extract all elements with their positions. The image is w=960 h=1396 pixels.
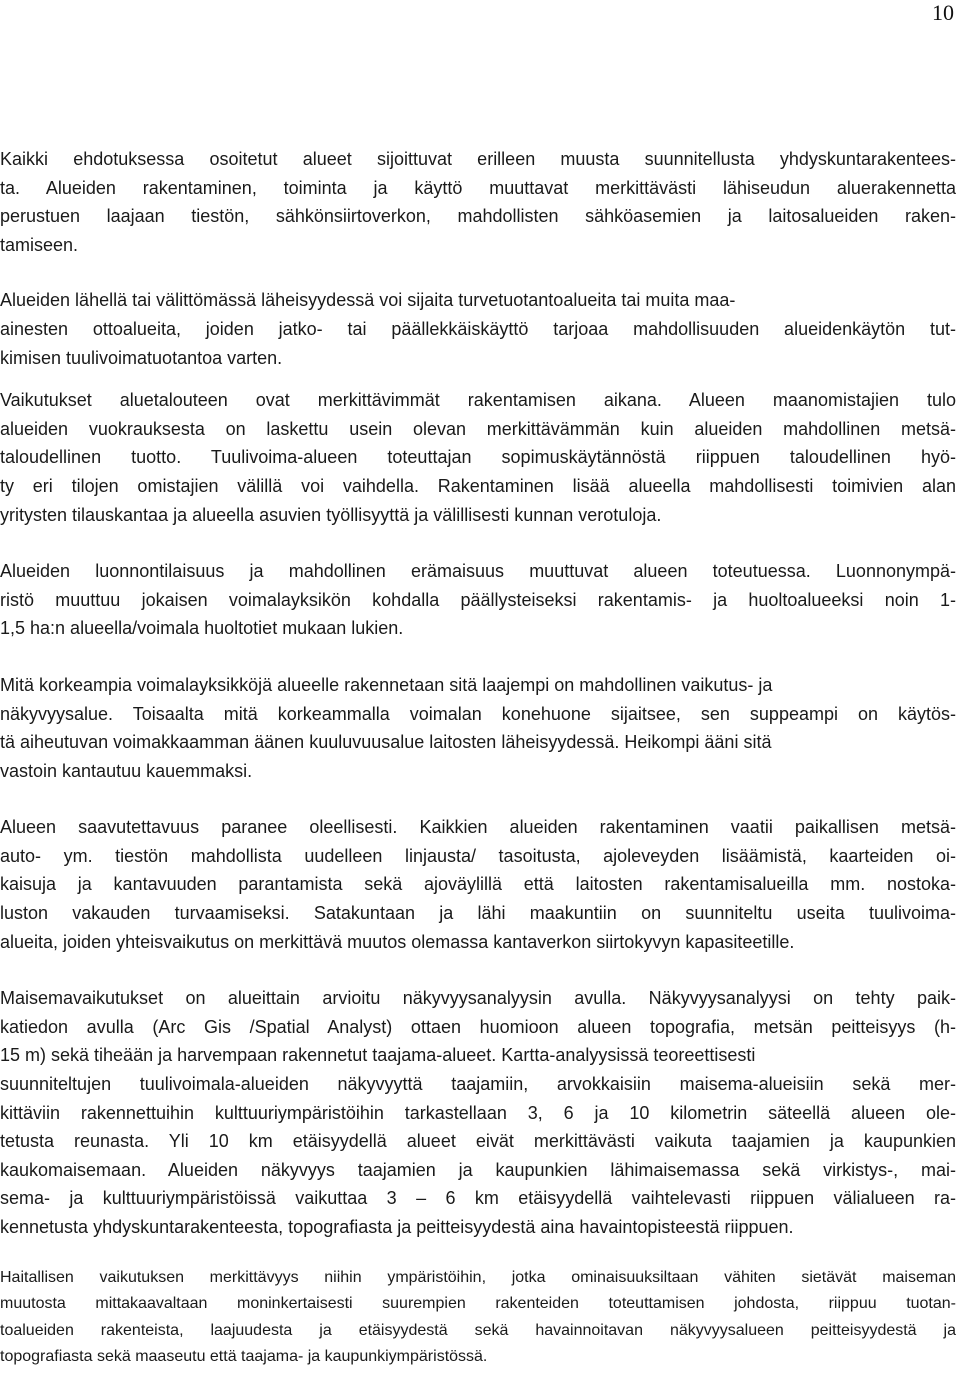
- text-line: ty eri tilojen omistajien välillä voi vaihdella. Rakentaminen lisää alueella mahdollisesti toimivien alan: [0, 475, 956, 496]
- text-line: topografiasta sekä maaseutu että taajama- ja kaupunkiympäristössä.: [0, 1348, 488, 1366]
- text-line: näkyvyysalue. Toisaalta mitä korkeammalla voimalan konehuone sijaitsee, sen suppeampi on käytös-: [0, 703, 956, 724]
- text-line: vastoin kantautuu kauemmaksi.: [0, 760, 253, 781]
- text-line: Haitallisen vaikutuksen merkittävyys niihin ympäristöihin, jotka ominaisuuksiltaan vähiten sietävät maiseman: [0, 1268, 956, 1286]
- paragraph-6: [0, 813, 956, 956]
- text-line: Alueiden lähellä tai välittömässä läheisyydessä voi sijaita turvetuotantoalueita tai muita maa-: [0, 290, 736, 311]
- text-line: Vaikutukset aluetalouteen ovat merkittävimmät rakentamisen aikana. Alueen maanomistajien tulo: [0, 390, 956, 411]
- text-line: ristö muuttuu jokaisen voimalayksikön kohdalla päällysteiseksi rakentamis- ja huoltoalueeksi noin 1-: [0, 589, 956, 610]
- text-line: auto- ym. tiestön mahdollista uudelleen linjausta/ tasoitusta, ajoleveyden lisäämistä, kaarteiden oi-: [0, 845, 956, 866]
- text-line: Mitä korkeampia voimalayksikköjä alueelle rakennetaan sitä laajempi on mahdollinen vaikutus- ja: [0, 674, 773, 695]
- text-line: alueita, joiden yhteisvaikutus on merkittävä muutos olemassa kantaverkon siirtokyvyn kapasiteetille.: [0, 931, 795, 952]
- text-line: Maisemavaikutukset on alueittain arvioitu näkyvyysanalyysin avulla. Näkyvyysanalyysi on tehty paik-: [0, 988, 956, 1009]
- text-line: taloudellinen tuotto. Tuulivoima-alueen toteuttajan sopimuskäytännöstä riippuen taloudellinen hyö-: [0, 447, 956, 468]
- text-line: ta. Alueiden rakentaminen, toiminta ja käyttö muuttavat merkittävästi lähiseudun aluerakennetta: [0, 177, 956, 198]
- text-line: kennetusta yhdyskuntarakenteesta, topografiasta ja peitteisyydestä aina havaintopisteestä riippuen.: [0, 1217, 794, 1237]
- document-body: [0, 145, 956, 1371]
- text-line: ainesten ottoalueita, joiden jatko- tai päällekkäiskäyttö tarjoaa mahdollisuuden alueidenkäytön tut-: [0, 318, 956, 339]
- text-line: Kaikki ehdotuksessa osoitetut alueet sijoittuvat erilleen muusta suunnitellusta yhdyskuntarakentees-: [0, 149, 956, 169]
- text-line: kimisen tuulivoimatuotantoa varten.: [0, 347, 283, 368]
- text-line: muutosta mittakaavaltaan moninkertaisesti suurempien rakenteiden toteuttamisen johdosta, riippuu tuotan-: [0, 1295, 956, 1313]
- text-line: 1,5 ha:n alueella/voimala huoltotiet mukaan lukien.: [0, 618, 404, 639]
- text-line: kaisuja ja kantavuuden parantamista sekä ajoväylillä että laitosten rakentamisalueilla mm. nostoka-: [0, 874, 956, 895]
- text-line: perustuen laajaan tiestön, sähkönsiirtoverkon, mahdollisten sähköasemien ja laitosalueiden raken-: [0, 206, 956, 227]
- text-line: sema- ja kulttuuriympäristöissä vaikuttaa 3 – 6 km etäisyydellä vaihtelevasti riippuen välialueen ra-: [0, 1188, 956, 1209]
- paragraph-1: [0, 145, 956, 259]
- text-line: kaukomaisemaan. Alueiden näkyvyys taajamien ja kaupunkien lähimaisemassa sekä virkistys-, mai-: [0, 1159, 956, 1180]
- paragraph-5: [0, 671, 956, 785]
- page-number: 10: [932, 0, 954, 25]
- text-line: 15 m) sekä tiheään ja harvempaan rakennetut taajama-alueet. Kartta-analyysissä teoreettisesti: [0, 1045, 756, 1066]
- text-line: alueiden vuokrauksesta on laskettu usein olevan merkittävämmän kuin alueiden mahdollinen metsä-: [0, 418, 956, 439]
- paragraph-8: [0, 1265, 956, 1371]
- text-line: Alueiden luonnontilaisuus ja mahdollinen erämaisuus muuttuvat alueen toteutuessa. Luonnonympä-: [0, 561, 956, 582]
- text-line: katiedon avulla (Arc Gis /Spatial Analyst) ottaen huomioon alueen topografia, metsän peitteisyys (h-: [0, 1016, 956, 1037]
- text-line: tä aiheutuvan voimakkaamman äänen kuuluvuusalue laitosten läheisyydessä. Heikompi ääni sitä: [0, 732, 772, 753]
- text-line: kittäviin rakennettuihin kulttuuriympäristöihin tarkastellaan 3, 6 ja 10 kilometrin säteellä alueen ole-: [0, 1102, 956, 1123]
- paragraph-7: [0, 984, 956, 1241]
- paragraph-3: [0, 386, 956, 529]
- paragraph-4: [0, 557, 956, 643]
- text-line: tetusta reunasta. Yli 10 km etäisyydellä alueet eivät merkittävästi vaikuta taajamien ja kaupunkien: [0, 1131, 956, 1152]
- paragraph-2: [0, 286, 956, 372]
- text-line: toalueiden rakenteista, laajuudesta ja etäisyydestä sekä havainnoitavan näkyvyysalueen peitteisyydestä ja: [0, 1321, 956, 1339]
- text-line: tamiseen.: [0, 234, 79, 255]
- text-line: yritysten tilauskantaa ja alueella asuvien työllisyyttä ja välillisesti kunnan verotuloja.: [0, 504, 662, 525]
- text-line: suunniteltujen tuulivoimala-alueiden näkyvyyttä taajamiin, arvokkaisiin maisema-alueisiin sekä mer-: [0, 1074, 956, 1095]
- text-line: luston vakauden turvaamiseksi. Satakuntaan ja lähi maakuntiin on suunniteltu useita tuulivoima-: [0, 903, 956, 924]
- text-line: Alueen saavutettavuus paranee oleellisesti. Kaikkien alueiden rakentaminen vaatii paikallisen metsä-: [0, 817, 956, 838]
